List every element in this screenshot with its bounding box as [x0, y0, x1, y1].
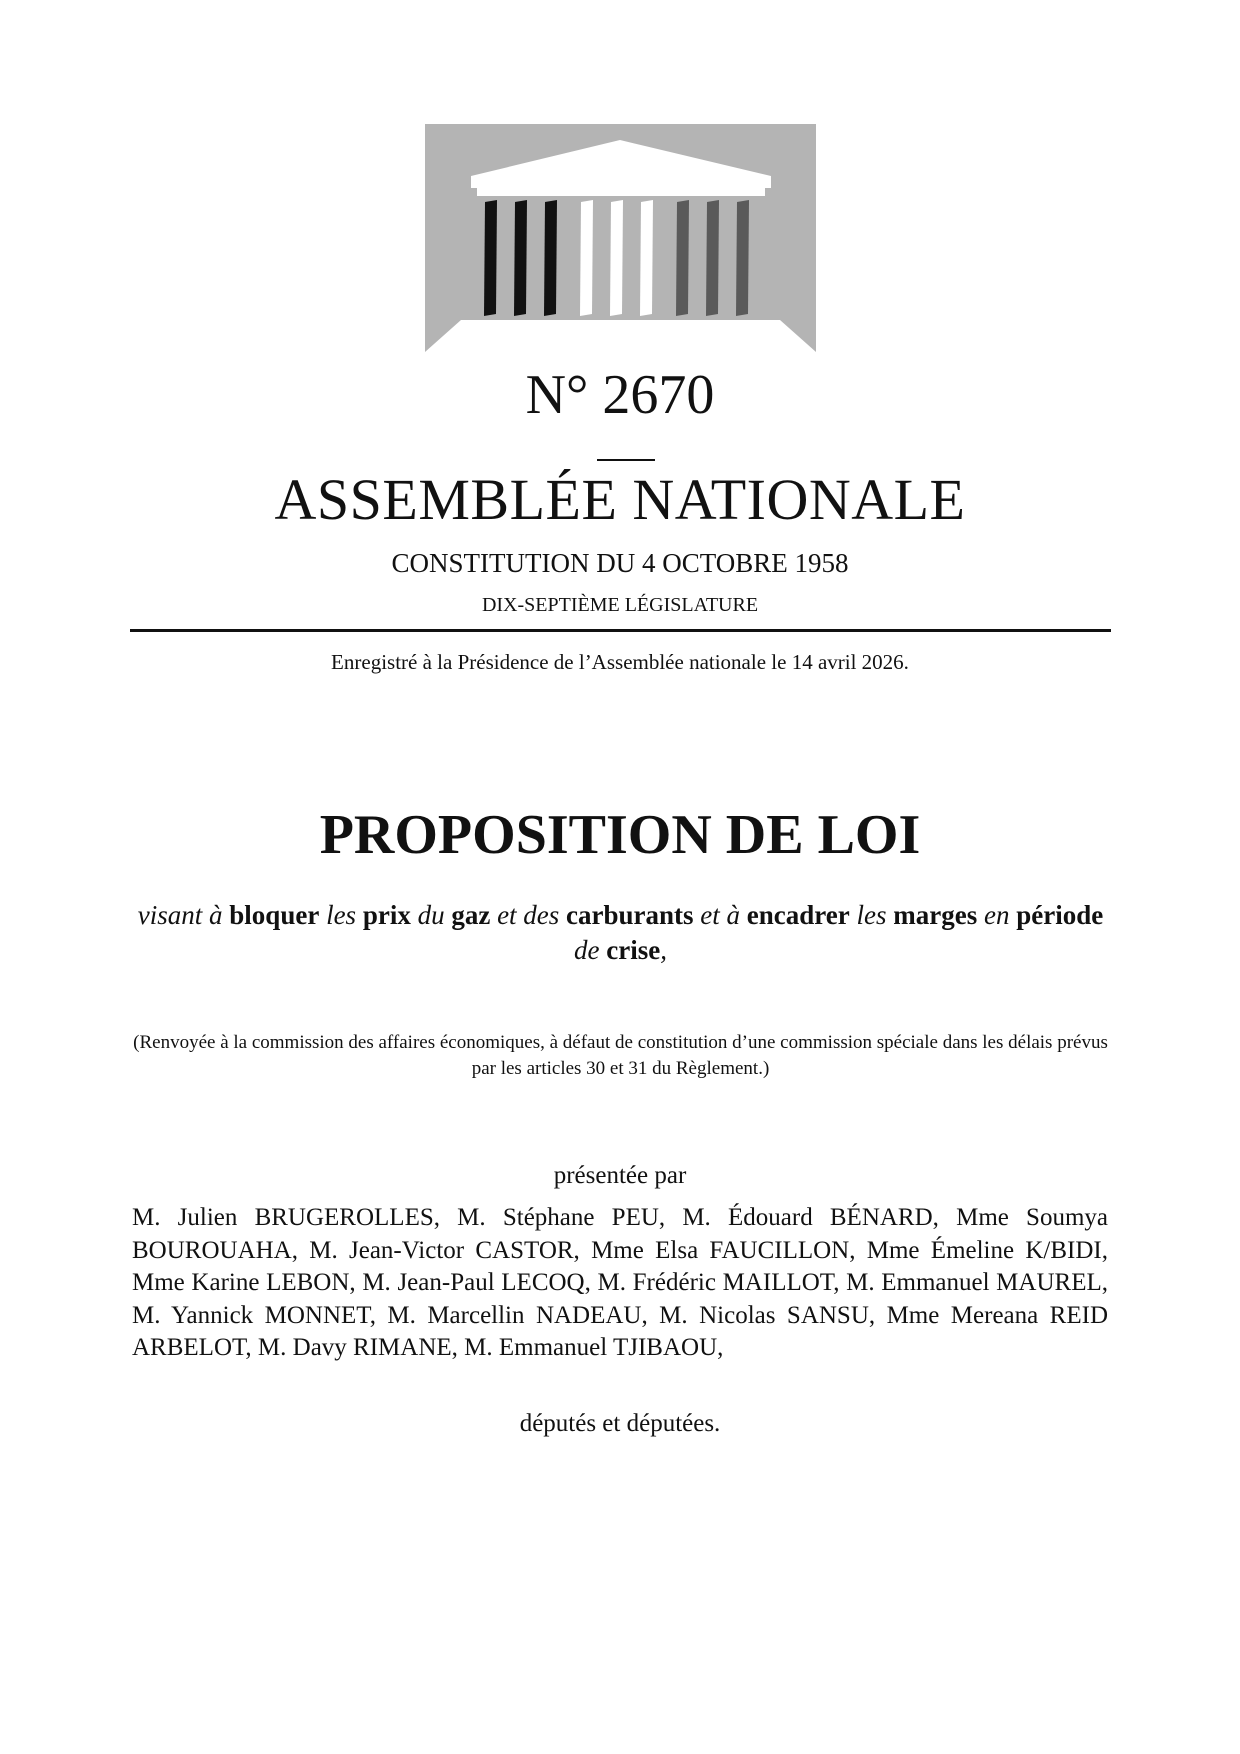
logo-column	[484, 200, 497, 316]
title-segment: crise	[606, 935, 661, 965]
title-segment: marges	[893, 900, 978, 930]
constitution-line: CONSTITUTION DU 4 OCTOBRE 1958	[391, 548, 849, 578]
bill-title	[130, 898, 1111, 968]
referral-note: (Renvoyée à la commission des affaires économiques, à défaut de constitution d’une commission spéciale dans les délais prévus par les articles 30 et 31 du Règlement.)	[133, 1032, 1108, 1079]
title-segment: en	[977, 900, 1017, 930]
registration-note: Enregistré à la Présidence de l’Assemblée nationale le 14 avril 2026.	[331, 650, 909, 674]
logo-column	[676, 200, 689, 316]
title-segment: bloquer	[229, 900, 320, 930]
title-segment: ,	[660, 935, 667, 965]
document-type: PROPOSITION DE LOI	[319, 804, 921, 866]
logo-column	[610, 200, 623, 316]
header-divider	[130, 629, 1111, 632]
authors-suffix: députés et députées.	[519, 1410, 721, 1437]
logo-column	[544, 200, 557, 316]
title-segment: gaz	[451, 900, 491, 930]
logo-column	[580, 200, 593, 316]
authors-list: M. Julien BRUGEROLLES, M. Stéphane PEU, M. Édouard BÉNARD, Mme Soumya BOUROUAHA, M. Jean-Victor CASTOR, Mme Elsa FAUCILLON, Mme Émeline K/BIDI, Mme Karine LEBON, M. Jean-Paul LECOQ, M. Frédéric MAILLOT, M. Emmanuel MAUREL, M. Yannick MONNET, M. Marcellin NADEAU, M. Nicolas SANSU, Mme Mereana REID ARBELOT, M. Davy RIMANE, M. Emmanuel TJIBAOU,	[132, 1204, 1108, 1361]
title-segment: et à	[693, 900, 747, 930]
legislature-line: DIX-SEPTIÈME LÉGISLATURE	[481, 594, 759, 616]
logo-entablature	[471, 176, 771, 188]
title-segment: les	[849, 900, 894, 930]
title-segment: du	[410, 900, 452, 930]
title-segment: prix	[362, 900, 411, 930]
document-number: N° 2670	[525, 364, 715, 426]
logo-column	[706, 200, 719, 316]
institution-name: ASSEMBLÉE NATIONALE	[274, 467, 966, 532]
title-segment: carburants	[566, 900, 694, 930]
title-segment: les	[319, 900, 363, 930]
presented-by: présentée par	[553, 1162, 687, 1189]
title-segment: visant à	[137, 900, 230, 930]
logo-column	[640, 200, 653, 316]
short-divider	[597, 459, 655, 461]
logo-columns	[484, 200, 749, 316]
title-segment: de	[574, 935, 607, 965]
logo-capital	[477, 188, 765, 196]
title-segment: et des	[490, 900, 567, 930]
assemblee-nationale-logo	[425, 124, 816, 352]
logo-column	[736, 200, 749, 316]
logo-column	[514, 200, 527, 316]
title-segment: encadrer	[746, 900, 850, 930]
title-segment: période	[1016, 900, 1104, 930]
